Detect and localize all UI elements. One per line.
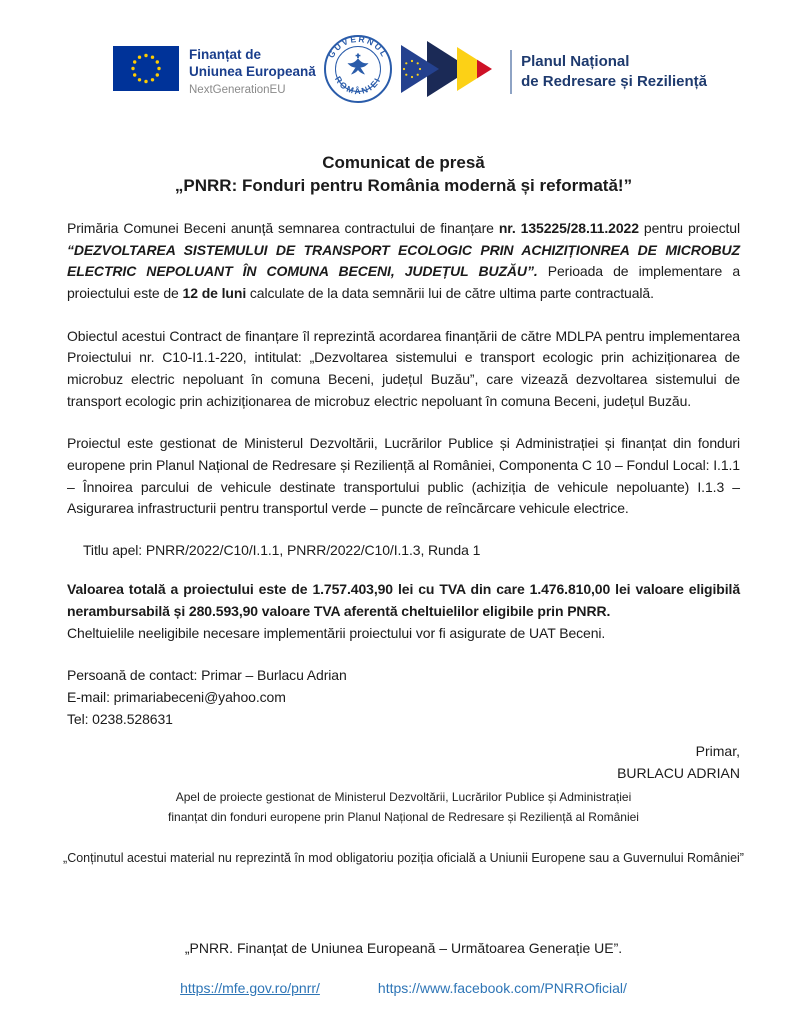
title-line1: Comunicat de presă	[322, 153, 485, 172]
footer-call-info	[0, 788, 807, 828]
project-title: “DEZVOLTAREA SISTEMULUI DE TRANSPORT ECOLOGIC PRIN ACHIZIȚIONREA DE MICROBUZ ELECTRIC NEPOLUANT ÎN COMUNA BECENI, JUDEȚUL BUZĂU”.	[67, 241, 740, 280]
pnrr-arrows-icon	[401, 38, 501, 105]
paragraph-total-value: Valoarea totală a proiectului este de 1.757.403,90 lei cu TVA din care 1.476.810,00 lei valoare eligibilă nerambursabilă și 280.593,90 valoare TVA aferentă cheltuielilor eligibile prin PNRR.	[67, 581, 740, 619]
p1-text: Primăria Comunei Beceni anunță semnarea contractului de finanțare	[67, 219, 499, 236]
p1-text: pentru proiectul	[638, 219, 740, 236]
pnrr-logo-line1: Planul Național	[521, 53, 630, 70]
p1-text: Perioada de implementare a proiectului este de	[67, 263, 740, 301]
footer-call-line2: finanțat din fonduri europene prin Planul Național de Redresare și Reziliență al României	[168, 810, 639, 825]
footer-call-line1: Apel de proiecte gestionat de Ministerul Dezvoltării, Lucrărilor Publice și Administrației	[175, 790, 632, 805]
mfe-pnrr-link[interactable]: https://mfe.gov.ro/pnrr/	[180, 980, 320, 996]
contract-number: nr. 135225/28.11.2022	[498, 219, 639, 236]
pnrr-logo	[401, 38, 707, 105]
implementation-period: 12 de luni	[182, 284, 247, 301]
footer-links	[0, 980, 807, 996]
signature-name: BURLACU ADRIAN	[617, 764, 740, 781]
eu-funding-logo	[113, 46, 316, 97]
pnrr-logo-text	[521, 52, 707, 91]
title-line2: „PNRR: Fonduri pentru România modernă și reformată!”	[174, 175, 633, 195]
document-title	[0, 152, 807, 198]
pnrr-logo-line2: de Redresare și Reziliență	[521, 72, 707, 90]
paragraph-contract-announcement	[67, 218, 740, 305]
contact-person: Persoană de contact: Primar – Burlacu Adrian	[67, 667, 347, 684]
eu-logo-line2: Uniunea Europeană	[189, 63, 316, 79]
eu-logo-line1: Finanțat de	[189, 46, 262, 62]
paragraph-contract-object: Obiectul acestui Contract de finanțare îl reprezintă acordarea finanțării de către MDLPA pentru implementarea Proiectului nr. C10-I1.1-220, intitulat: „Dezvoltarea sistemului e transport ecologic prin achiziționarea de microbuz electric nepoluant în comuna Beceni, județul Buzău”, care vizează dezvoltarea sistemului de transport ecologic prin achiziționarea de microbuz electric nepoluant în comuna Beceni, județul Buzău.	[67, 327, 740, 409]
footer	[0, 788, 807, 1024]
svg-text:ROMÂNIEI	[333, 74, 383, 96]
contact-phone: Tel: 0238.528631	[67, 710, 173, 727]
document-body	[0, 198, 807, 785]
signature-role: Primar,	[695, 743, 740, 760]
paragraph-ineligible-costs: Cheltuielile neeligibile necesare implementării proiectului vor fi asigurate de UAT Beceni.	[67, 624, 606, 641]
facebook-pnrr-link[interactable]: https://www.facebook.com/PNRROficial/	[377, 980, 627, 996]
signature-block	[67, 741, 740, 784]
eu-logo-text	[189, 46, 316, 97]
gov-romania-seal-icon	[322, 33, 394, 110]
paragraph-project-management: Proiectul este gestionat de Ministerul Dezvoltării, Lucrărilor Publice și Administrației și finanțat din fonduri europene prin Planul Național de Redresare și Reziliență al României, Componenta C 10 – Fondul Local: I.1.1 – Înnoirea parcului de vehicule destinate transportului public (achiziția de vehicule nepoluante) I.1.3 – Asigurarea infrastructurii pentru transportul verde – puncte de reîncărcare vehicule electrice.	[67, 435, 740, 517]
eu-logo-line3: NextGenerationEU	[189, 83, 286, 96]
gov-seal-top-text: GUVERNUL	[326, 33, 391, 60]
p1-text: calculate de la data semnării lui de către ultima parte contractuală.	[246, 284, 654, 301]
logo-header	[113, 33, 707, 110]
call-title-line: Titlu apel: PNRR/2022/C10/I.1.1, PNRR/2022/C10/I.1.3, Runda 1	[83, 542, 481, 559]
eu-flag-icon	[113, 46, 179, 96]
gov-seal-bottom-text: ROMÂNIEI	[333, 74, 384, 97]
contact-email: E-mail: primariabeceni@yahoo.com	[67, 688, 286, 705]
footer-pnrr-statement: „PNRR. Finanțat de Uniunea Europeană – Următoarea Generație UE”.	[184, 940, 623, 956]
pnrr-logo-divider	[510, 50, 512, 94]
footer-disclaimer: „Conținutul acestui material nu reprezintă în mod obligatoriu poziția oficială a Uniunii Europene sau a Guvernului României”	[63, 851, 744, 865]
contact-section	[67, 665, 740, 730]
